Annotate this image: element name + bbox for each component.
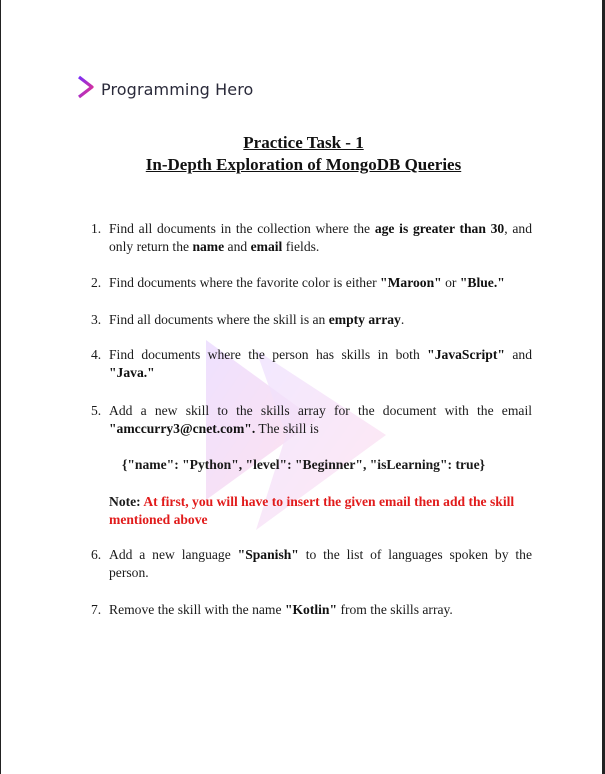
note-label: Note: [109, 494, 141, 509]
task-text: Add a new skill to the skills array for the document with the email "amccurry3@cnet.com". The skill is [109, 403, 532, 436]
programming-hero-logo-icon [73, 73, 95, 105]
task-number: 2. [91, 275, 102, 290]
task-number: 5. [91, 403, 102, 418]
brand-logo[interactable] [73, 72, 253, 106]
note-text: At first, you will have to insert the given email then add the skill mentioned above [109, 494, 515, 527]
task-text: Find all documents in the collection where the age is greater than 30, and only return the name and email fields. [109, 221, 532, 254]
task-text: Add a new language "Spanish" to the list of languages spoken by the person. [109, 547, 532, 580]
note-block [109, 493, 532, 529]
task-number: 6. [91, 547, 102, 562]
title-line-2: In-Depth Exploration of MongoDB Queries [145, 155, 462, 174]
task-text: Find all documents where the skill is an empty array. [109, 312, 405, 327]
page-title [1, 132, 605, 176]
task-text: Find documents where the favorite color is either "Maroon" or "Blue." [109, 275, 505, 290]
task-number: 1. [91, 221, 102, 236]
task-number: 4. [91, 347, 102, 362]
brand-name: Programming Hero [101, 79, 254, 99]
task-text: Find documents where the person has skills in both "JavaScript" and "Java." [109, 347, 532, 380]
task-number: 3. [91, 312, 102, 327]
task-text: Remove the skill with the name "Kotlin" from the skills array. [109, 602, 453, 617]
title-line-1: Practice Task - 1 [243, 133, 364, 152]
task-number: 7. [91, 602, 102, 617]
skill-json-snippet: {"name": "Python", "level": "Beginner", "isLearning": true} [122, 457, 485, 472]
